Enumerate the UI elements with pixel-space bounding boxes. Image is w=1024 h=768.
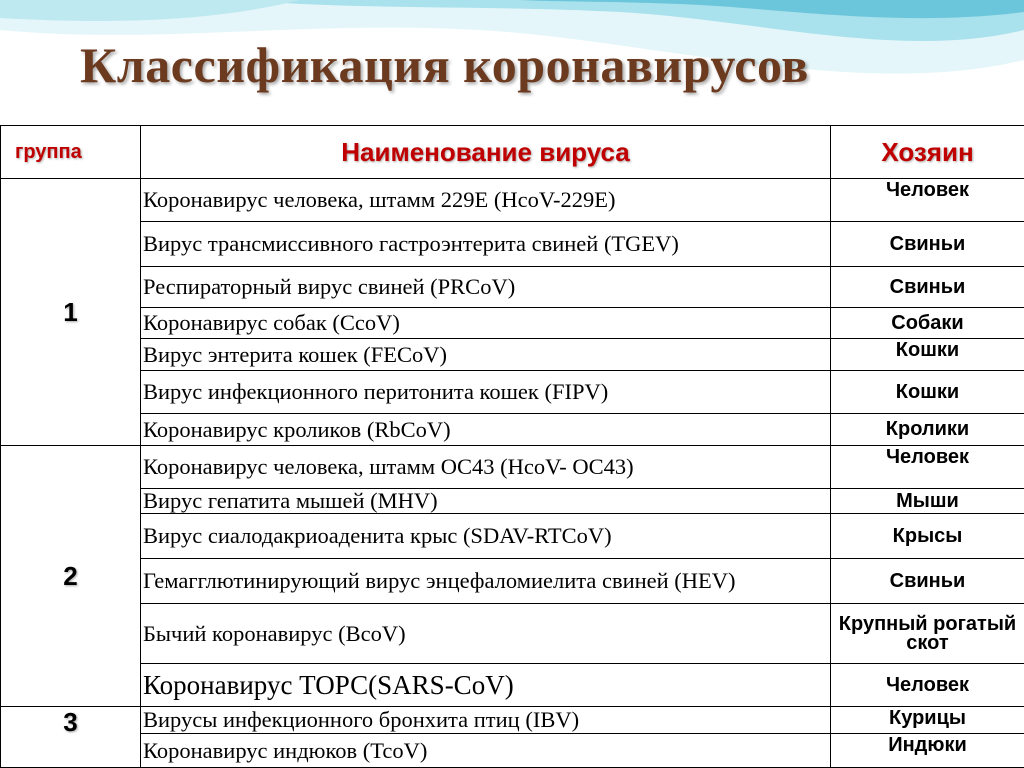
- header-host: Хозяин: [831, 126, 1024, 179]
- virus-name-cell: Коронавирус индюков (TcoV): [141, 734, 831, 768]
- coronavirus-classification-table: [0, 125, 1024, 768]
- host-cell: Крысы: [831, 514, 1024, 559]
- table-row: [1, 489, 1024, 514]
- table-header-row: [1, 126, 1024, 179]
- table-row: [1, 707, 1024, 734]
- virus-name-cell: Коронавирус человека, штамм OC43 (HcoV- OC43): [141, 446, 831, 489]
- table-row: [1, 664, 1024, 707]
- group-cell: 1: [1, 179, 141, 446]
- virus-name-cell: Коронавирус кроликов (RbCoV): [141, 414, 831, 446]
- header-group: группа: [1, 126, 141, 179]
- table-row: [1, 604, 1024, 664]
- table-row: [1, 734, 1024, 768]
- table-row: [1, 179, 1024, 222]
- host-cell: Кошки: [831, 339, 1024, 371]
- table-row: [1, 371, 1024, 414]
- virus-name-cell: Бычий коронавирус (BcoV): [141, 604, 831, 664]
- virus-name-cell: Коронавирус собак (CcoV): [141, 308, 831, 339]
- host-cell: Крупный рогатый скот: [831, 604, 1024, 664]
- host-cell: Свиньи: [831, 267, 1024, 308]
- virus-name-cell: Респираторный вирус свиней (PRCoV): [141, 267, 831, 308]
- virus-name-cell: Гемагглютинирующий вирус энцефаломиелита свиней (HEV): [141, 559, 831, 604]
- virus-name-cell: Вирус сиалодакриоаденита крыс (SDAV-RTCoV): [141, 514, 831, 559]
- host-cell: Кролики: [831, 414, 1024, 446]
- table-row: [1, 559, 1024, 604]
- group-cell: 3: [1, 707, 141, 768]
- virus-name-cell: Вирусы инфекционного бронхита птиц (IBV): [141, 707, 831, 734]
- host-cell: Индюки: [831, 734, 1024, 768]
- host-cell: Человек: [831, 664, 1024, 707]
- host-cell: Человек: [831, 179, 1024, 222]
- slide-title: Классификация коронавирусов: [80, 36, 809, 94]
- host-cell: Свиньи: [831, 222, 1024, 267]
- host-cell: Мыши: [831, 489, 1024, 514]
- table-row: [1, 446, 1024, 489]
- virus-name-cell: Коронавирус человека, штамм 229E (HcoV-229E): [141, 179, 831, 222]
- virus-name-cell: Вирус энтерита кошек (FECoV): [141, 339, 831, 371]
- table-row: [1, 414, 1024, 446]
- virus-name-cell: Коронавирус ТОРС(SARS-CoV): [141, 664, 831, 707]
- table-row: [1, 308, 1024, 339]
- table-row: [1, 267, 1024, 308]
- header-virus-name: Наименование вируса: [141, 126, 831, 179]
- group-cell: 2: [1, 446, 141, 707]
- virus-name-cell: Вирус трансмиссивного гастроэнтерита свиней (TGEV): [141, 222, 831, 267]
- host-cell: Кошки: [831, 371, 1024, 414]
- table-row: [1, 339, 1024, 371]
- table-row: [1, 514, 1024, 559]
- table-row: [1, 222, 1024, 267]
- virus-name-cell: Вирус гепатита мышей (MHV): [141, 489, 831, 514]
- host-cell: Собаки: [831, 308, 1024, 339]
- host-cell: Человек: [831, 446, 1024, 489]
- host-cell: Свиньи: [831, 559, 1024, 604]
- host-cell: Курицы: [831, 707, 1024, 734]
- virus-name-cell: Вирус инфекционного перитонита кошек (FIPV): [141, 371, 831, 414]
